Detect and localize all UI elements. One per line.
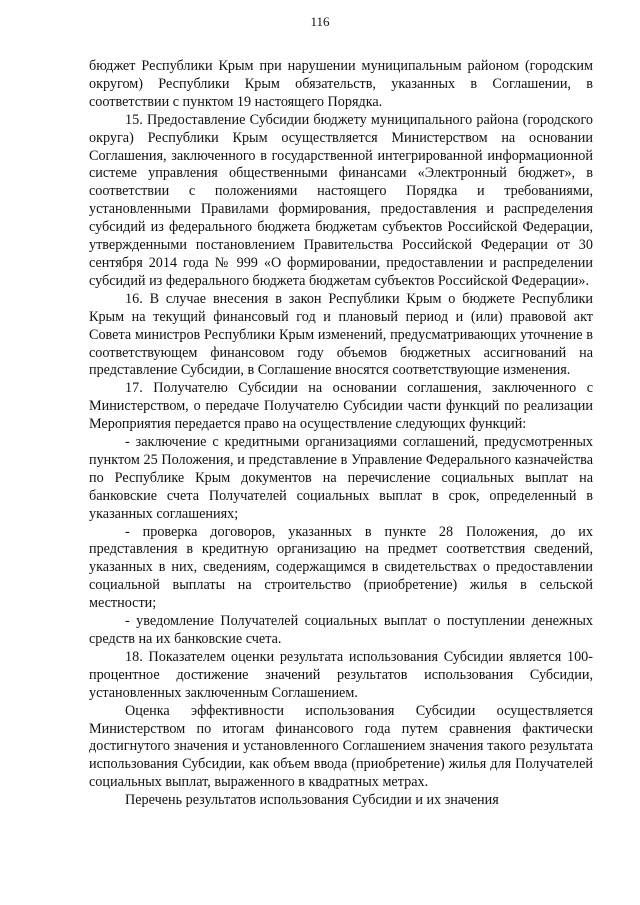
document-body [89,58,593,810]
paragraph-8: 18. Показателем оценки результата использования Субсидии является 100-процентное достижение значений результатов использования Субсидии, установленных заключенным Соглашением. [89,648,593,701]
paragraph-1: бюджет Республики Крым при нарушении муниципальным районом (городским округом) Республики Крым обязательств, указанных в Соглашении, в соответствии с пунктом 19 настоящего Порядка. [89,58,593,110]
paragraph-3: 16. В случае внесения в закон Республики Крым о бюджете Республики Крым на текущий финансовый год и плановый период и (или) правовой акт Совета министров Республики Крым изменений, предусматривающих уточнение в соответствующем финансовом году объемов бюджетных ассигнований на представление Субсидии, в Соглашение вносятся соответствующие изменения. [89,290,593,379]
paragraph-10: Перечень результатов использования Субсидии и их значения [125,792,499,809]
paragraph-6: - проверка договоров, указанных в пункте 28 Положения, до их представления в кредитную организацию на предмет соответствия сведений, указанных в них, сведениям, содержащимся в свидетельствах о предоставлении социальной выплаты на строительство (приобретение) жилья в сельской местности; [89,523,593,612]
paragraph-2: 15. Предоставление Субсидии бюджету муниципального района (городского округа) Республики Крым осуществляется Министерством на основании Соглашения, заключенного в государственной интегрированной информационной системе управления общественными финансами «Электронный бюджет», в соответствии с положениями настоящего Порядка и требованиями, установленными Правилами формирования, предоставления и распределения субсидий из федерального бюджета бюджетам субъектов Российской Федерации, утвержденными постановлением Правительства Российской Федерации от 30 сентября 2014 года № 999 «О формировании, предоставлении и распределении субсидий из федерального бюджета бюджетам субъектов Российской Федерации». [89,111,593,289]
paragraph-7: - уведомление Получателей социальных выплат о поступлении денежных средств на их банковские счета. [89,613,593,647]
paragraph-4: 17. Получателю Субсидии на основании соглашения, заключенного с Министерством, о передаче Получателю Субсидии части функций по реализации Мероприятия передается право на осуществление следующих функций: [89,380,593,433]
paragraph-5: - заключение с кредитными организациями соглашений, предусмотренных пунктом 25 Положения, и представление в Управление Федерального казначейства по Республике Крым документов на перечисление социальных выплат на банковские счета Получателей социальных выплат в срок, определенный в указанных соглашениях; [89,434,593,522]
page-number: 116 [310,14,330,29]
paragraph-9: Оценка эффективности использования Субсидии осуществляется Министерством по итогам финансового года путем сравнения фактически достигнутого значения и установленного Соглашением значения такого результата использования Субсидии, как объем ввода (приобретение) жилья для Получателей социальных выплат, выраженного в квадратных метрах. [89,702,593,791]
